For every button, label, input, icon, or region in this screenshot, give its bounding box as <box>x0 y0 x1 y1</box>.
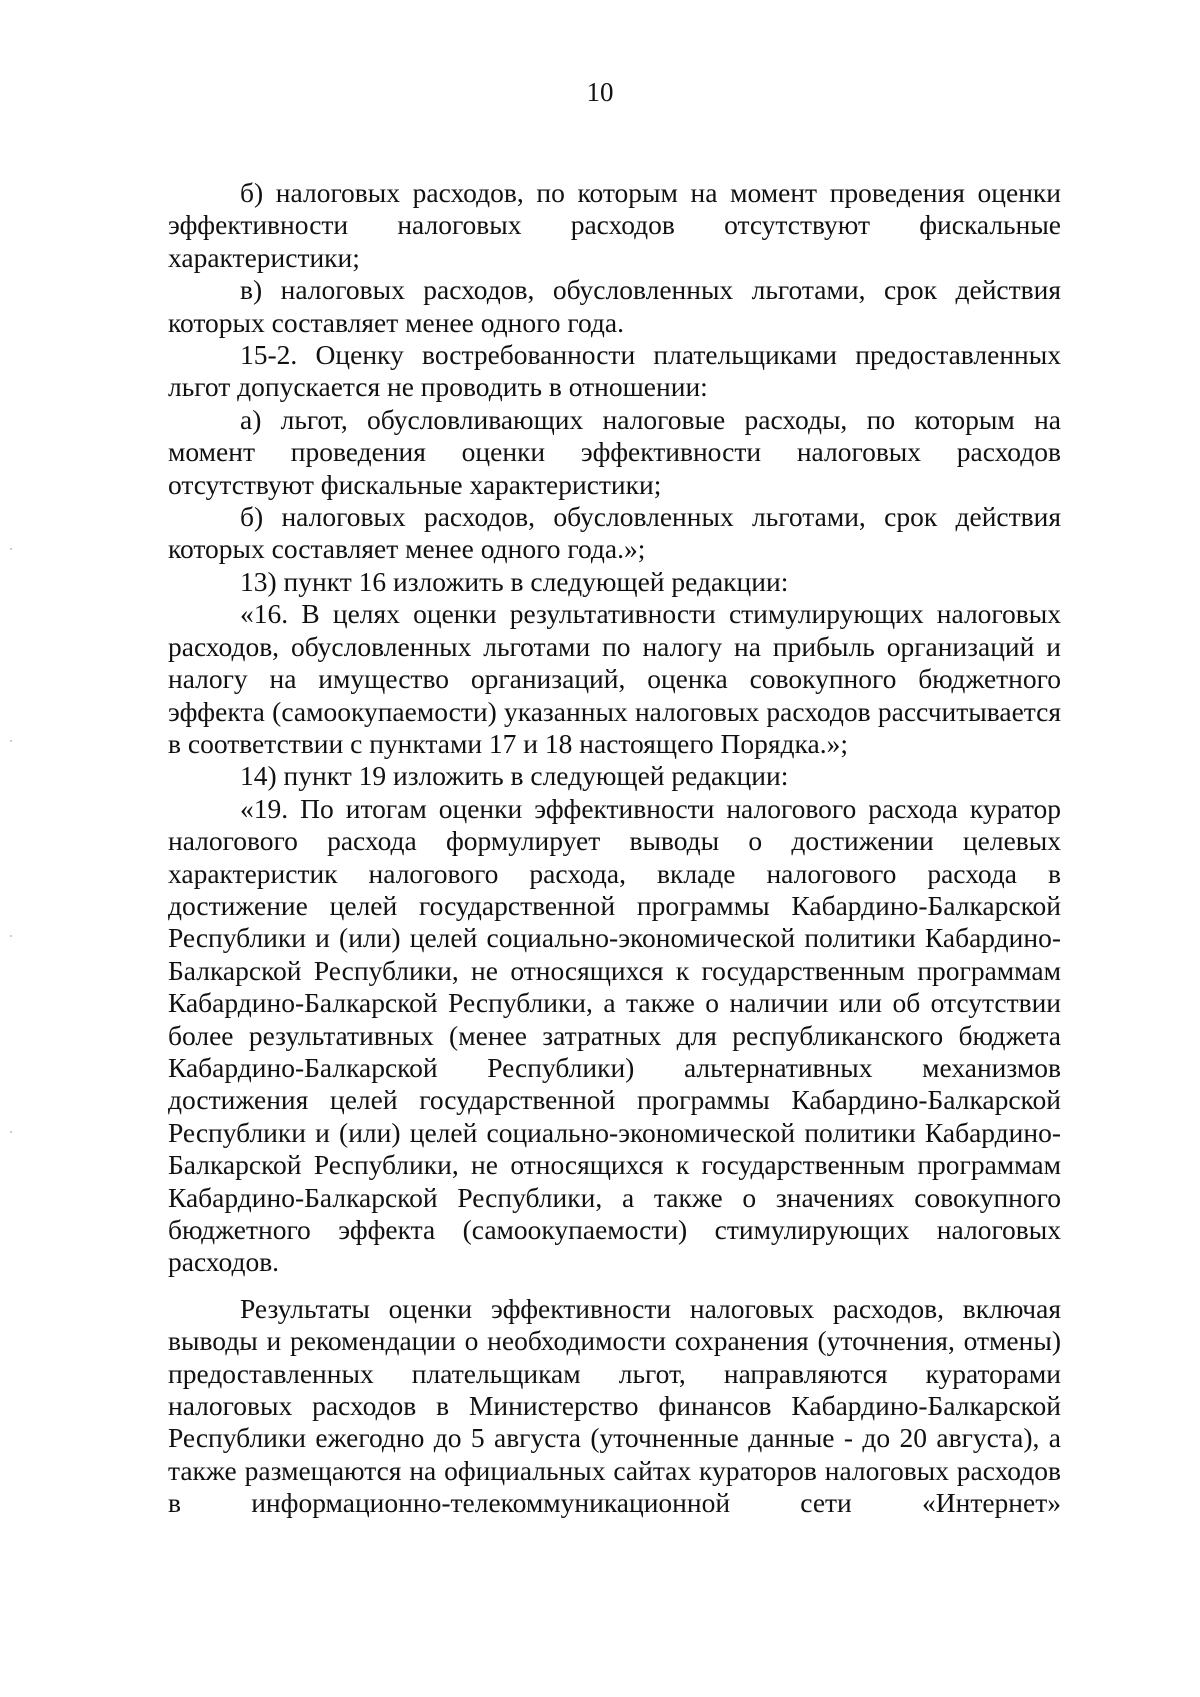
paragraph-b-no-fiscal: б) налоговых расходов, по которым на момент проведения оценки эффективности налоговых расходов отсутствуют фискальные характеристики; <box>168 177 1061 273</box>
page-number: 10 <box>586 77 614 107</box>
scan-artifact <box>10 740 12 742</box>
paragraph-14-point-19: 14) пункт 19 изложить в следующей редакции: <box>240 760 789 792</box>
paragraph-19-quote: «19. По итогам оценки эффективности налогового расхода куратор налогового расхода формулирует выводы о достижении целевых характеристик налогового расхода, вкладе налогового расхода в достижение целей государственной программы Кабардино-Балкарской Республики и (или) целей социально-экономической политики Кабардино-Балкарской Республики, не относящихся к государственным программам Кабардино-Балкарской Республики, а также о наличии или об отсутствии более результативных (менее затратных для республиканского бюджета Кабардино-Балкарской Республики) альтернативных механизмов достижения целей государственной программы Кабардино-Балкарской Республики и (или) целей социально-экономической политики Кабардино-Балкарской Республики, не относящихся к государственным программам Кабардино-Балкарской Республики, а также о значениях совокупного бюджетного эффекта (самоокупаемости) стимулирующих налоговых расходов. <box>168 792 1061 1278</box>
paragraph-13-point-16: 13) пункт 16 изложить в следующей редакции: <box>240 565 789 597</box>
paragraph-b-short-term: б) налоговых расходов, обусловленных льготами, срок действия которых составляет менее одного года.»; <box>168 501 1061 565</box>
scan-artifact <box>10 548 12 550</box>
paragraph-15-2: 15-2. Оценку востребованности плательщиками предоставленных льгот допускается не проводить в отношении: <box>168 339 1061 403</box>
scan-artifact <box>10 935 12 937</box>
paragraph-results: Результаты оценки эффективности налоговых расходов, включая выводы и рекомендации о необходимости сохранения (уточнения, отмены) предоставленных плательщикам льгот, направляются кураторами налоговых расходов в Министерство финансов Кабардино-Балкарской Республики ежегодно до 5 августа (уточненные данные - до 20 августа), а также размещаются на официальных сайтах кураторов налоговых расходов в информационно-телекоммуникационной сети «Интернет» <box>168 1292 1061 1519</box>
paragraph-v-short-term: в) налоговых расходов, обусловленных льготами, срок действия которых составляет менее одного года. <box>168 274 1061 338</box>
paragraph-16-quote: «16. В целях оценки результативности стимулирующих налоговых расходов, обусловленных льготами по налогу на прибыль организаций и налогу на имущество организаций, оценка совокупного бюджетного эффекта (самоокупаемости) указанных налоговых расходов рассчитывается в соответствии с пунктами 17 и 18 настоящего Порядка.»; <box>168 598 1061 759</box>
scan-artifact <box>10 1131 12 1133</box>
document-body <box>168 177 1061 1520</box>
paragraph-a-benefits: а) льгот, обусловливающих налоговые расходы, по которым на момент проведения оценки эффективности налоговых расходов отсутствуют фискальные характеристики; <box>168 403 1061 500</box>
